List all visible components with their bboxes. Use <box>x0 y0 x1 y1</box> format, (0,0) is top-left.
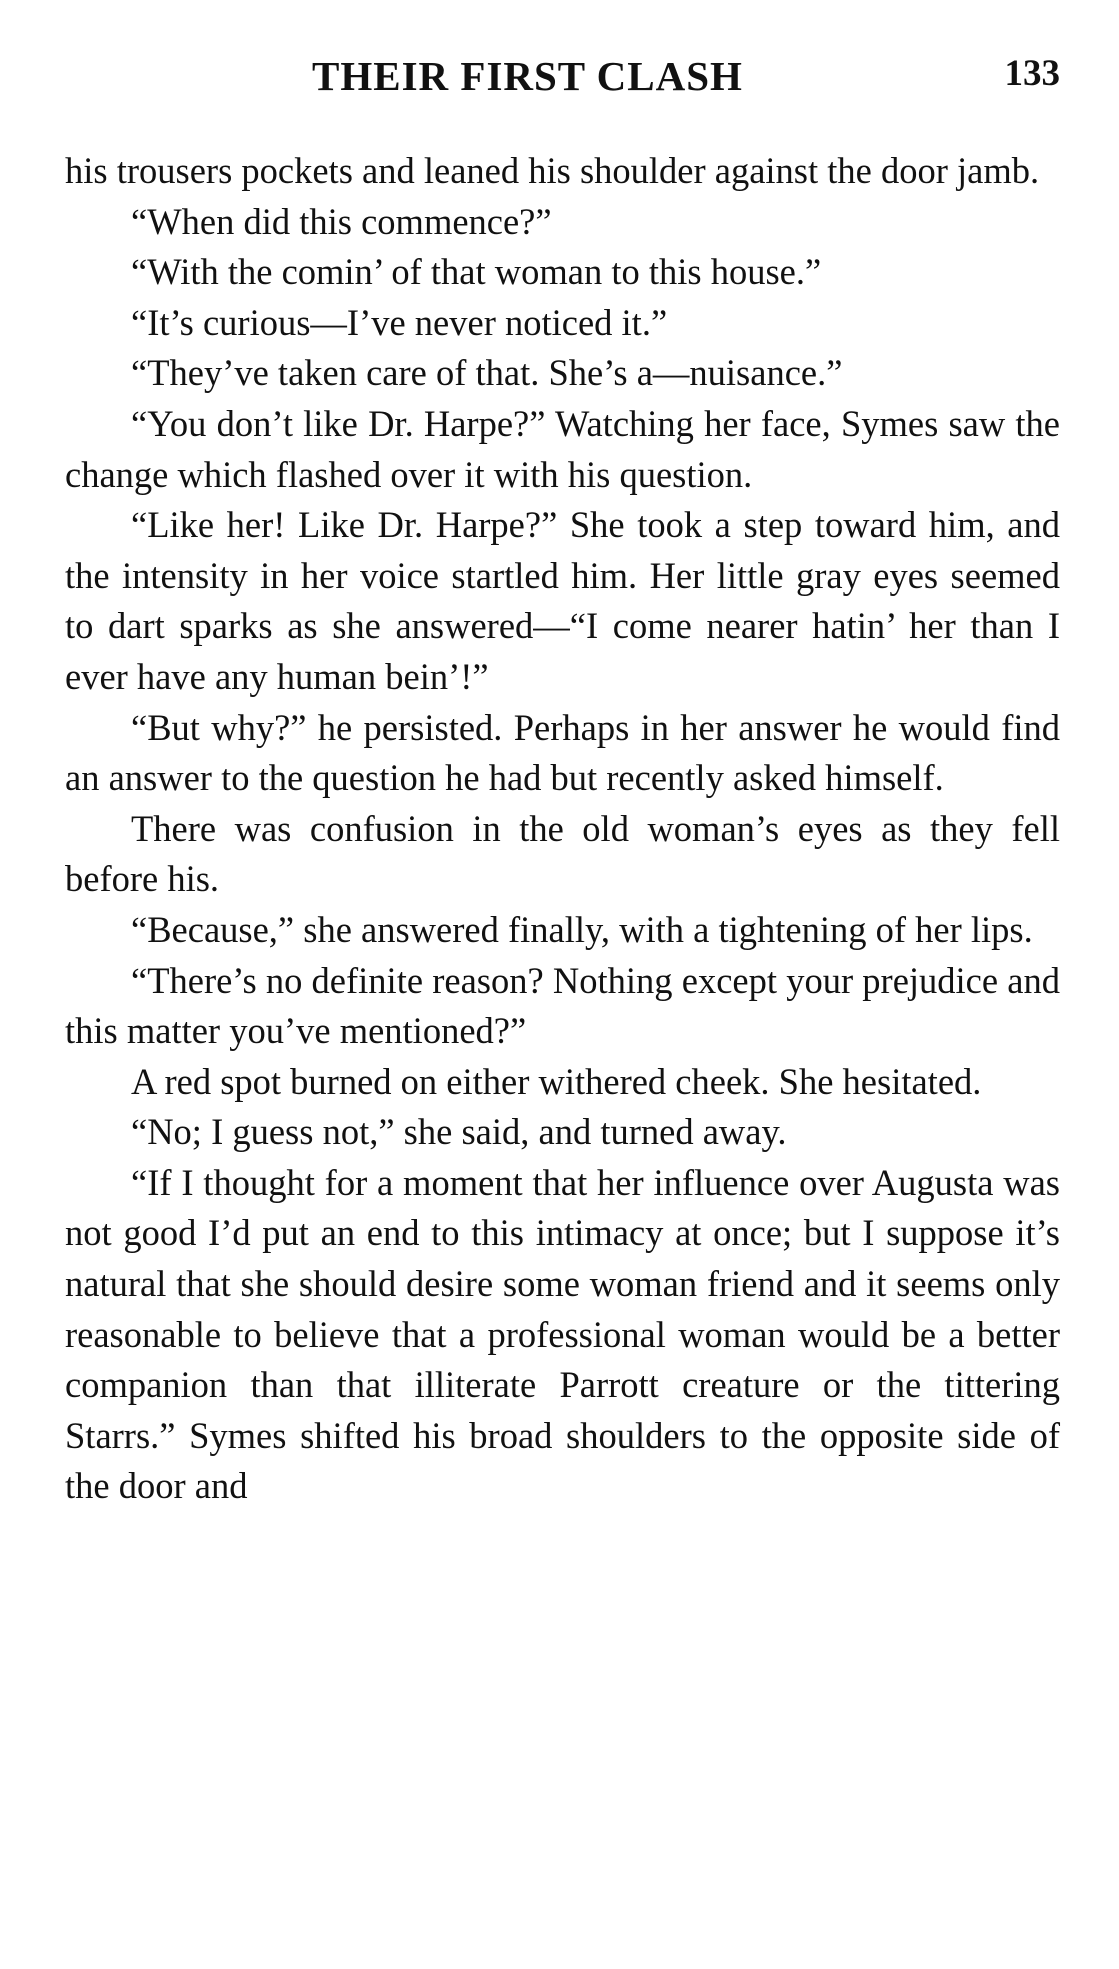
page-header <box>312 52 1060 104</box>
paragraph: “When did this commence?” <box>131 200 552 242</box>
body-text <box>65 146 1060 1512</box>
paragraph: his trousers pockets and leaned his shoulder against the door jamb. <box>65 150 1040 191</box>
paragraph: “With the comin’ of that woman to this house.” <box>131 251 822 293</box>
paragraph: A red spot burned on either withered cheek. She hesitated. <box>131 1060 982 1102</box>
paragraph: “Because,” she answered finally, with a tightening of her lips. <box>131 908 1033 950</box>
paragraph: “No; I guess not,” she said, and turned away. <box>131 1111 787 1153</box>
paragraph: “Like her! Like Dr. Harpe?” She took a step toward him, and the intensity in her voice startled him. Her little gray eyes seemed to dart sparks as she answered—“I come nearer hatin’ her than I ever have any human bein’!” <box>65 504 1060 697</box>
paragraph: “There’s no definite reason? Nothing except your prejudice and this matter you’ve mentioned?” <box>65 959 1060 1052</box>
page-number: 133 <box>1004 53 1060 94</box>
paragraph: “You don’t like Dr. Harpe?” Watching her face, Symes saw the change which flashed over it with his question. <box>65 402 1060 495</box>
running-title: THEIR FIRST CLASH <box>312 53 743 99</box>
paragraph: “If I thought for a moment that her influence over Augusta was not good I’d put an end to this intimacy at once; but I suppose it’s natural that she should desire some woman friend and it seems only reasonable to believe that a professional woman would be a better companion than that illiterate Parrott creature or the tittering Starrs.” Symes shifted his broad shoulders to the opposite side of the door and <box>65 1161 1060 1507</box>
paragraph: “But why?” he persisted. Perhaps in her answer he would find an answer to the question he had but recently asked himself. <box>65 706 1060 799</box>
paragraph: There was confusion in the old woman’s eyes as they fell before his. <box>65 807 1060 900</box>
paragraph: “They’ve taken care of that. She’s a—nuisance.” <box>131 352 843 394</box>
paragraph: “It’s curious—I’ve never noticed it.” <box>131 301 668 343</box>
